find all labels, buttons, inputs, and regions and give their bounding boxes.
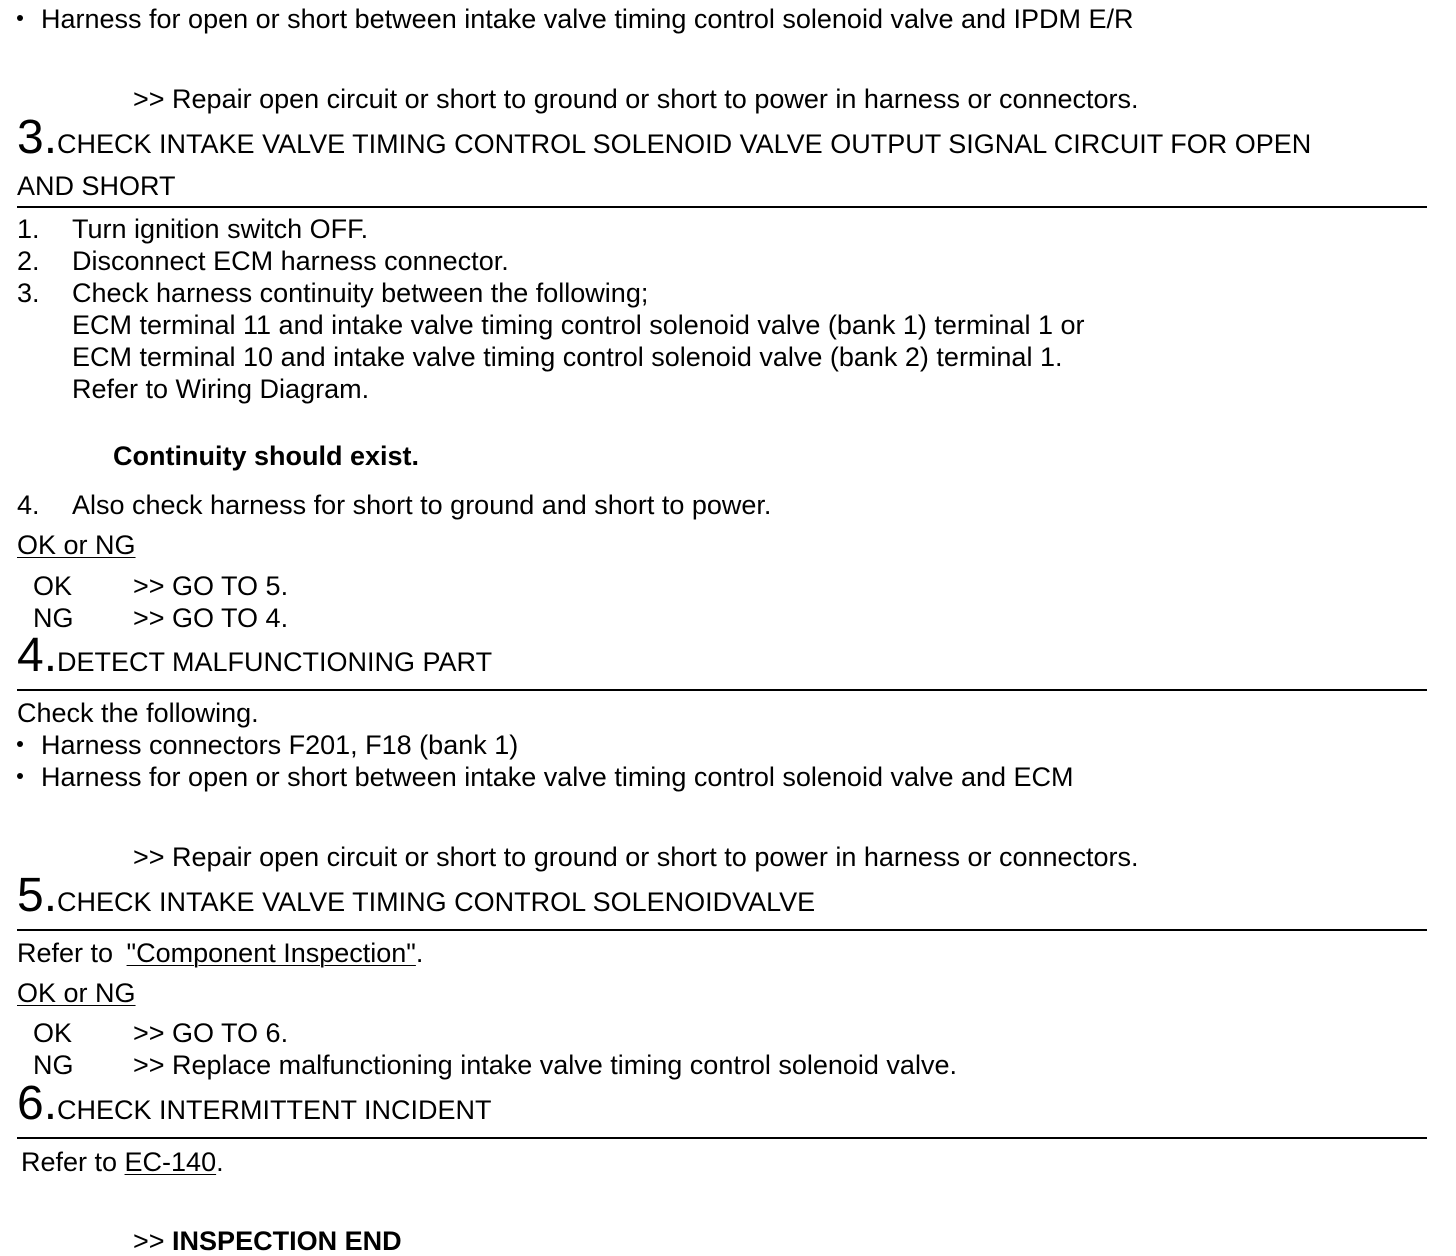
refer-line (21, 1149, 224, 1176)
result-action: >> GO TO 4. (133, 603, 289, 633)
refer-line (17, 940, 423, 967)
step-number: 6. (17, 1077, 58, 1130)
step-3-heading (17, 111, 1312, 164)
bullet-dot (17, 741, 23, 747)
component-inspection-link[interactable]: "Component Inspection" (126, 938, 416, 968)
step-item-detail: ECM terminal 10 and intake valve timing control solenoid valve (bank 2) terminal 1. (72, 342, 1063, 372)
step-item-number: 4. (17, 490, 40, 520)
step-6-heading (17, 1077, 492, 1130)
step-intro: Check the following. (17, 698, 259, 728)
section-divider (17, 929, 1427, 931)
step-title: CHECK INTAKE VALVE TIMING CONTROL SOLENOID VALVE OUTPUT SIGNAL CIRCUIT FOR OPEN (57, 129, 1312, 159)
step-title: CHECK INTERMITTENT INCIDENT (57, 1095, 492, 1125)
inspection-end (133, 1228, 402, 1255)
result-status: NG (33, 1050, 74, 1080)
refer-prefix: Refer to (17, 938, 121, 968)
ok-or-ng-label: OK or NG (17, 530, 136, 560)
result-action: >> GO TO 5. (133, 571, 289, 601)
step-number: 3. (17, 111, 58, 164)
ok-or-ng-label: OK or NG (17, 978, 136, 1008)
step-item-detail: Refer to Wiring Diagram. (72, 374, 370, 404)
step-item-text: Disconnect ECM harness connector. (72, 246, 509, 276)
bullet-dot (17, 773, 23, 779)
step-item-number: 1. (17, 214, 40, 244)
bullet-text: Harness connectors F201, F18 (bank 1) (41, 730, 519, 760)
step-title: DETECT MALFUNCTIONING PART (57, 647, 493, 677)
step-item-detail: ECM terminal 11 and intake valve timing control solenoid valve (bank 1) terminal 1 or (72, 310, 1085, 340)
result-status: OK (33, 571, 73, 601)
top-bullet-text: Harness for open or short between intake valve timing control solenoid valve and IPDM E/R (41, 4, 1134, 34)
ec-140-link[interactable]: EC-140 (124, 1147, 217, 1177)
step-item-text: Also check harness for short to ground and short to power. (72, 490, 772, 520)
repair-action: >> Repair open circuit or short to ground or short to power in harness or connectors. (133, 842, 1139, 872)
result-action: >> Replace malfunctioning intake valve timing control solenoid valve. (133, 1050, 957, 1080)
step-title: CHECK INTAKE VALVE TIMING CONTROL SOLENOIDVALVE (57, 887, 816, 917)
section-divider (17, 206, 1427, 208)
step-4-heading (17, 629, 493, 682)
end-text: INSPECTION END (172, 1226, 402, 1256)
section-divider (17, 689, 1427, 691)
step-number: 5. (17, 869, 58, 922)
bullet-dot (17, 15, 23, 21)
step-item-text: Check harness continuity between the following; (72, 278, 649, 308)
step-3-heading-continued: AND SHORT (17, 171, 176, 201)
step-item-number: 2. (17, 246, 40, 276)
refer-prefix: Refer to (21, 1147, 125, 1177)
step-item-number: 3. (17, 278, 40, 308)
result-status: NG (33, 603, 74, 633)
step-5-heading (17, 869, 816, 922)
result-status: OK (33, 1018, 73, 1048)
specification: Continuity should exist. (113, 441, 420, 471)
bullet-text: Harness for open or short between intake valve timing control solenoid valve and ECM (41, 762, 1074, 792)
result-action: >> GO TO 6. (133, 1018, 289, 1048)
repair-action: >> Repair open circuit or short to ground or short to power in harness or connectors. (133, 84, 1139, 114)
refer-suffix: . (415, 938, 424, 968)
step-number: 4. (17, 629, 58, 682)
end-prefix: >> (133, 1226, 173, 1256)
section-divider (17, 1137, 1427, 1139)
step-item-text: Turn ignition switch OFF. (72, 214, 369, 244)
refer-suffix: . (216, 1147, 224, 1177)
